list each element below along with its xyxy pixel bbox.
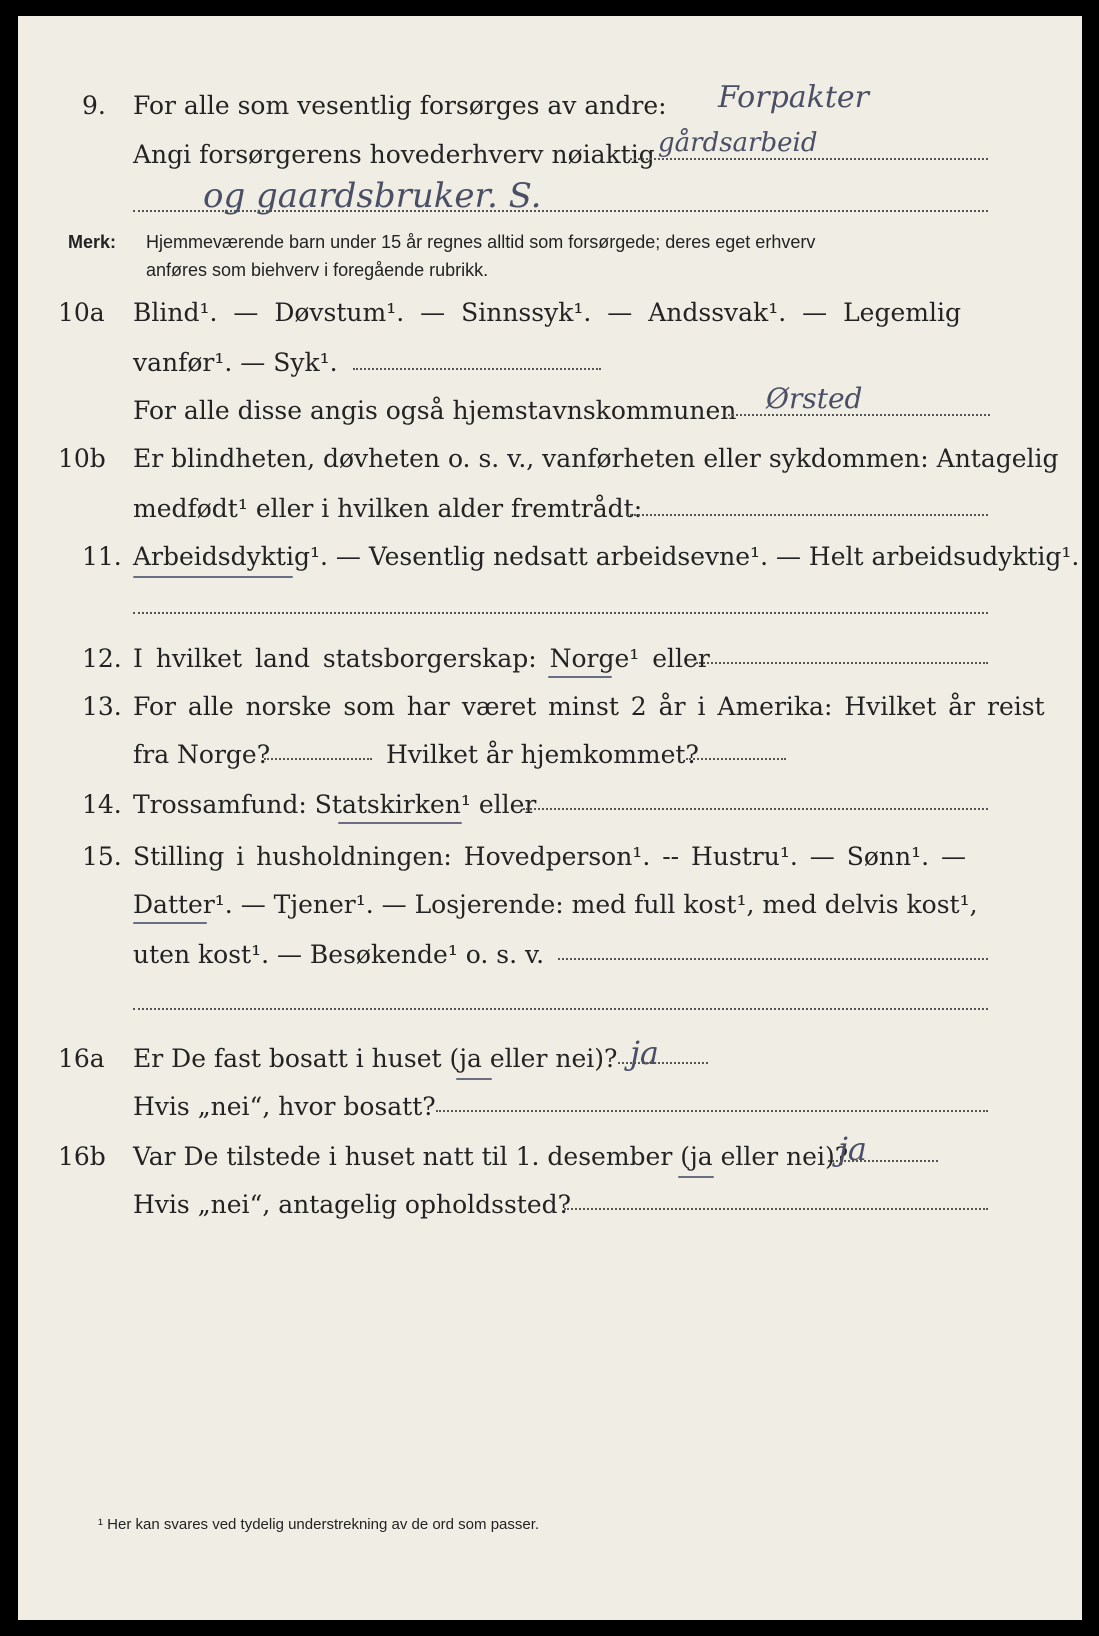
q13-line1: For alle norske som har været minst 2 år i Amerika: Hvilket år reist (133, 692, 1045, 721)
q10a-line3: For alle disse angis også hjemstavnskommunen (133, 396, 737, 425)
q9-handwritten2: gårdsarbeid (658, 128, 818, 158)
q10a-handwritten: Ørsted (766, 382, 863, 415)
q9-handwritten1: Forpakter (718, 80, 869, 115)
q16b-line1: Var De tilstede i huset natt til 1. desember (ja eller nei)? (133, 1142, 849, 1171)
q16b-underline (678, 1176, 714, 1178)
q16b-answer-line1 (828, 1160, 938, 1162)
q14-answer-line (523, 808, 988, 810)
q9-number: 9. (82, 91, 106, 120)
q13-left-line (264, 758, 372, 760)
q9-line1: For alle som vesentlig forsørges av andre: (133, 91, 667, 120)
q10a-line1: Blind¹. — Døvstum¹. — Sinnssyk¹. — Andssvak¹. — Legemlig (133, 298, 961, 327)
q15-line1: Stilling i husholdningen: Hovedperson¹. -- Hustru¹. — Sønn¹. — (133, 842, 967, 871)
q13-number: 13. (82, 692, 122, 721)
q14-number: 14. (82, 790, 122, 819)
q16b-handwritten: ja (838, 1130, 867, 1168)
merk-line2: anføres som biehverv i foregående rubrikk. (146, 260, 489, 280)
q11-line1: Arbeidsdyktig¹. — Vesentlig nedsatt arbeidsevne¹. — Helt arbeidsudyktig¹. (133, 542, 1080, 571)
q16b-answer-line2 (564, 1208, 988, 1210)
q16a-line1: Er De fast bosatt i huset (ja eller nei)? (133, 1044, 618, 1073)
q11-number: 11. (82, 542, 122, 571)
q15-line2: Datter¹. — Tjener¹. — Losjerende: med full kost¹, med delvis kost¹, (133, 890, 978, 919)
q16b-number: 16b (58, 1142, 106, 1171)
q10a-answer-line (353, 368, 601, 370)
q10b-line1: Er blindheten, døvheten o. s. v., vanførheten eller sykdommen: Antagelig (133, 444, 1059, 473)
q15-underline (133, 922, 207, 924)
q9-line2: Angi forsørgerens hovederhverv nøiaktig (133, 140, 655, 169)
q10a-number: 10a (58, 298, 105, 327)
q13-right-line (686, 758, 786, 760)
merk-label: Merk: (68, 232, 117, 252)
q12-line1: I hvilket land statsborgerskap: Norge¹ eller (133, 644, 710, 673)
q15-line3: uten kost¹. — Besøkende¹ o. s. v. (133, 940, 545, 969)
q9-handwritten3: og gaardsbruker. S. (203, 176, 542, 216)
q12-number: 12. (82, 644, 122, 673)
q16a-line2: Hvis „nei“, hvor bosatt? (133, 1092, 436, 1121)
q10b-line2: medfødt¹ eller i hvilken alder fremtrådt: (133, 494, 643, 523)
merk-line1: Hjemmeværende barn under 15 år regnes alltid som forsørgede; deres eget erhverv (146, 232, 816, 252)
q12-answer-line (696, 662, 988, 664)
q12-underline (548, 676, 612, 678)
q9-answer-line1 (630, 158, 988, 160)
q11-underline (133, 576, 293, 578)
q10b-number: 10b (58, 444, 106, 473)
q15-answer-line2 (133, 1008, 988, 1010)
q15-number: 15. (82, 842, 122, 871)
q16a-underline (456, 1078, 492, 1080)
q16a-answer-line1 (618, 1062, 708, 1064)
q16a-answer-line2 (436, 1110, 988, 1112)
q15-answer-line1 (558, 958, 988, 960)
q14-line1: Trossamfund: Statskirken¹ eller (133, 790, 537, 819)
q16a-handwritten: ja (630, 1034, 659, 1072)
footnote: ¹ Her kan svares ved tydelig understrekning av de ord som passer. (98, 1516, 540, 1533)
q11-answer-line (133, 612, 988, 614)
q16a-number: 16a (58, 1044, 105, 1073)
census-form-sheet (18, 16, 1082, 1620)
q10a-line2: vanfør¹. — Syk¹. (133, 348, 338, 377)
q13-line2b: Hvilket år hjemkommet? (386, 740, 699, 769)
q16b-line2: Hvis „nei“, antagelig opholdssted? (133, 1190, 572, 1219)
q14-underline (338, 822, 462, 824)
q10b-answer-line (626, 514, 988, 516)
q13-line2a: fra Norge? (133, 740, 271, 769)
